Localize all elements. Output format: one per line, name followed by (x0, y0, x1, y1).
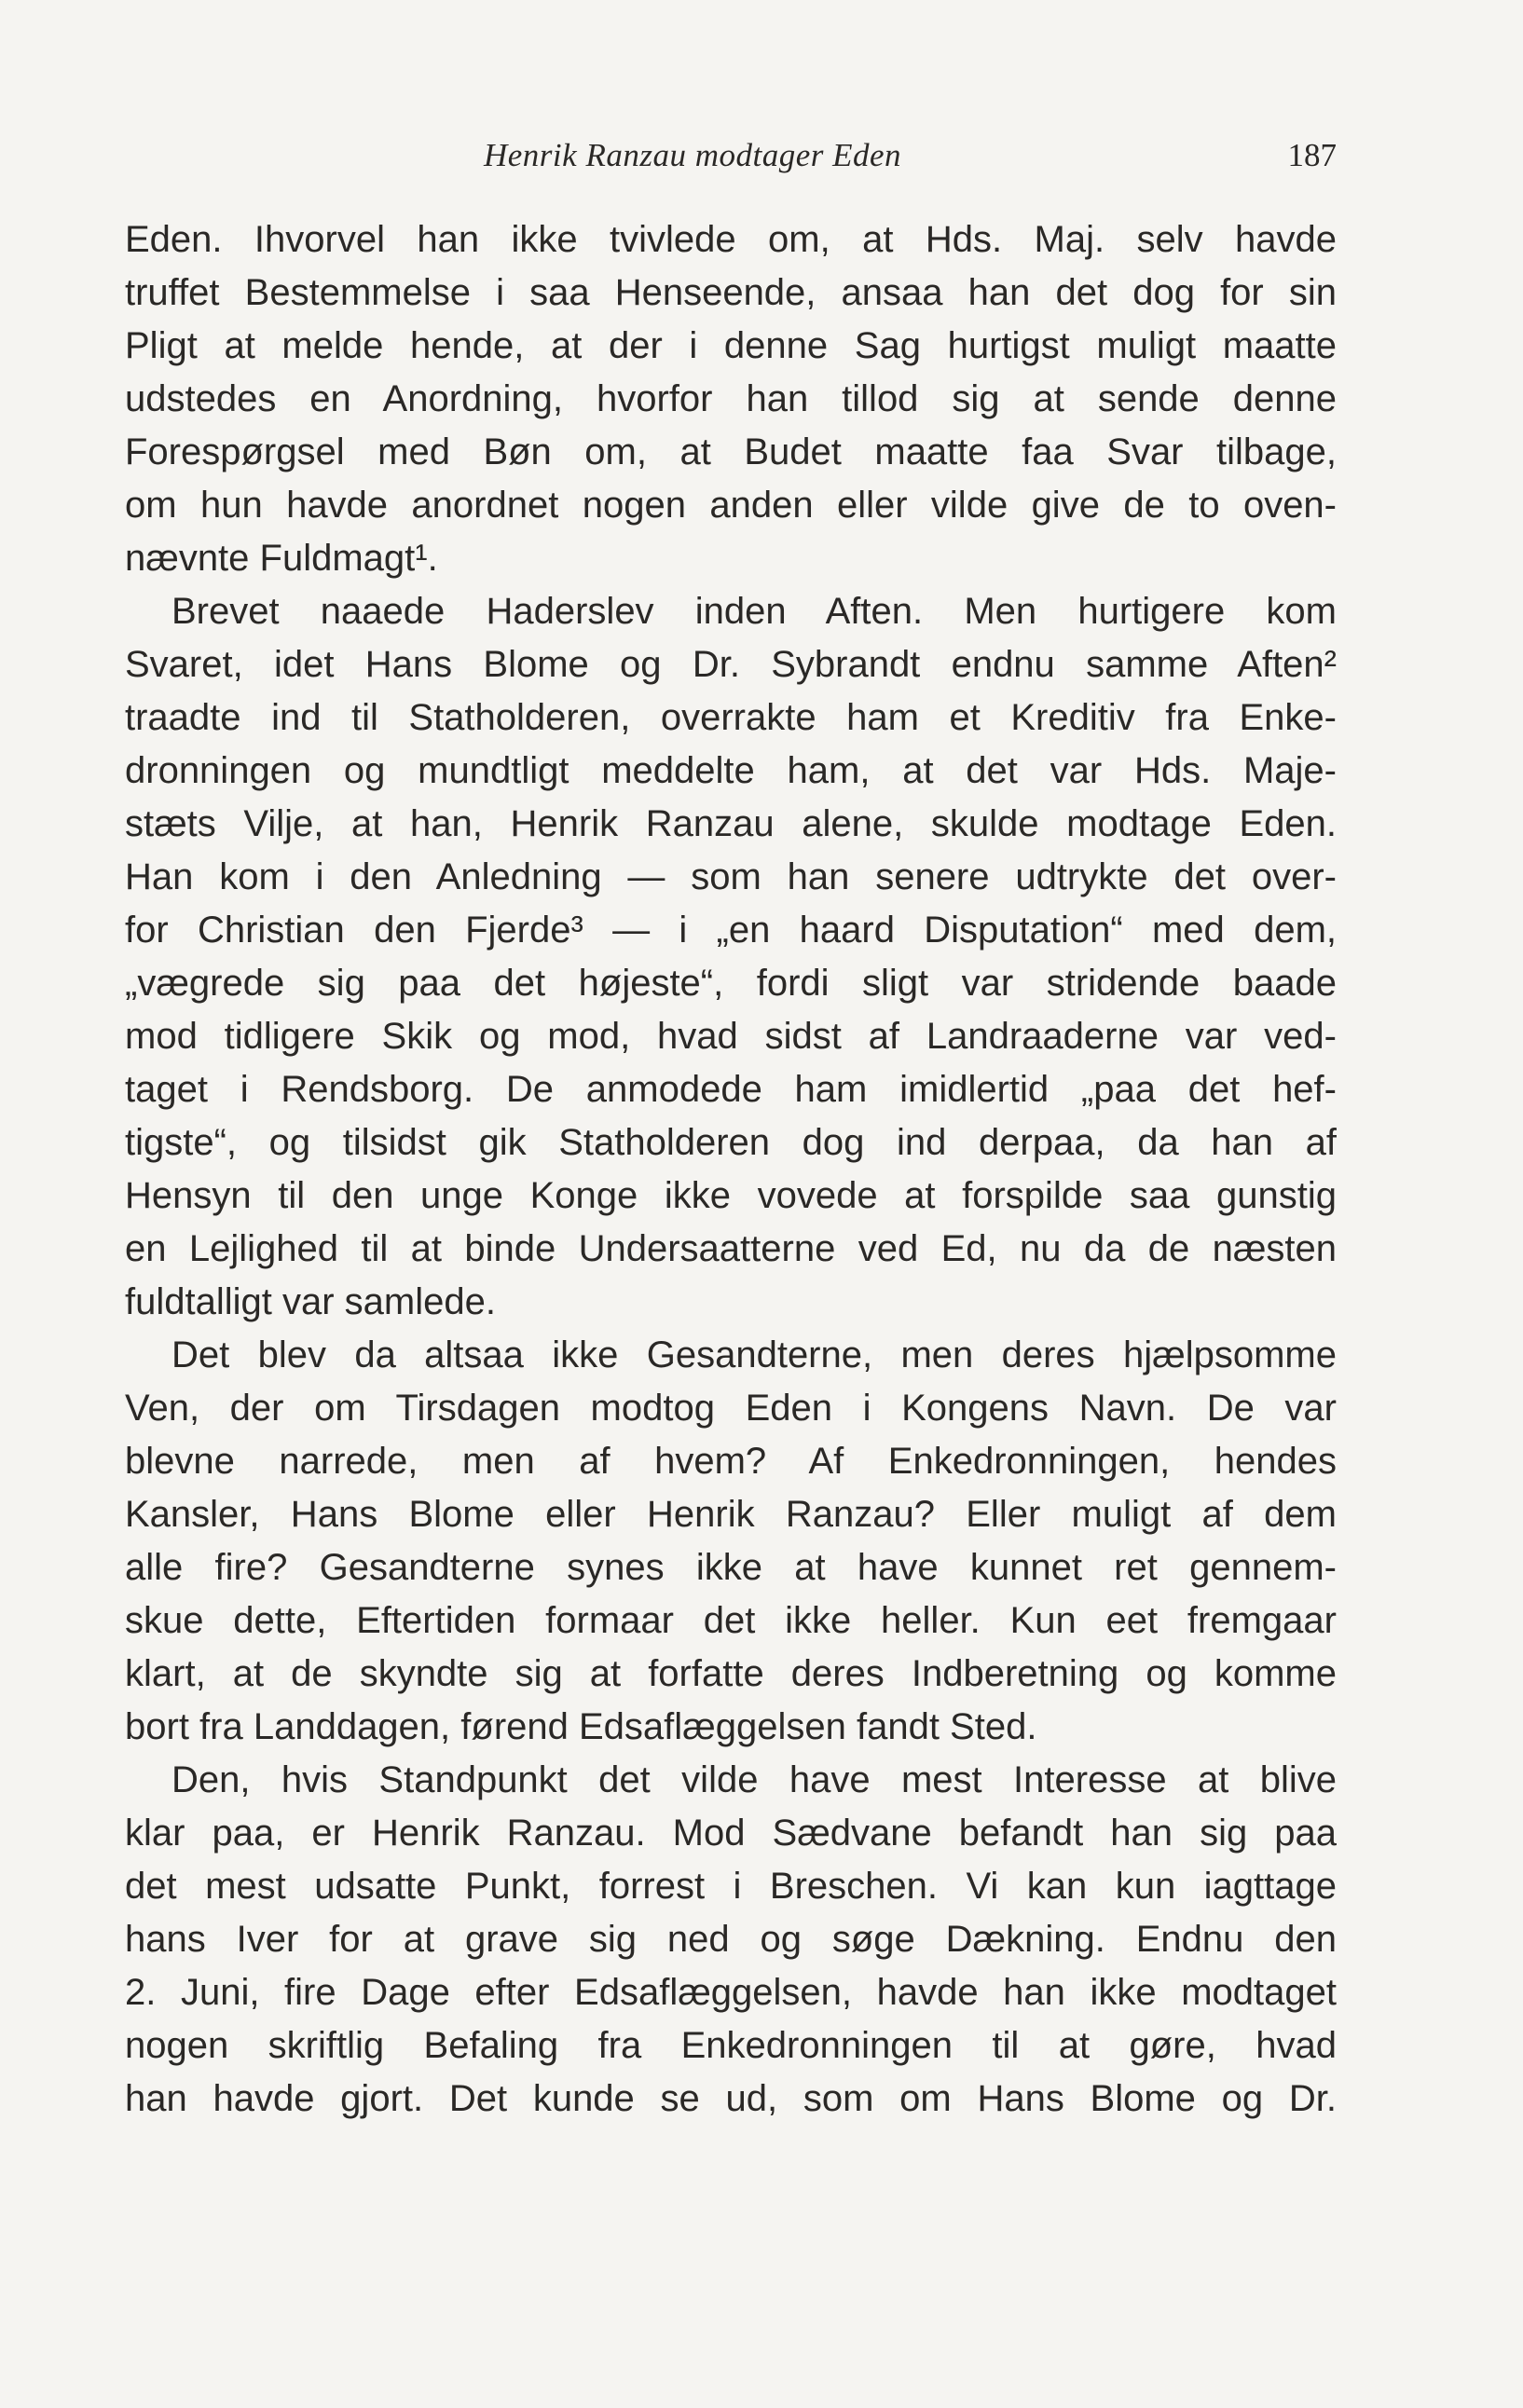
text-line: det mest udsatte Punkt, forrest i Breschen. Vi kan kun iagttage (125, 1866, 1337, 1907)
text-line: Ven, der om Tirsdagen modtog Eden i Kongens Navn. De var (125, 1388, 1337, 1429)
text-line: tigste“, og tilsidst gik Statholderen dog ind derpaa, da han af (125, 1122, 1337, 1163)
page-header (125, 132, 1337, 179)
text-line: hans Iver for at grave sig ned og søge Dækning. Endnu den (125, 1919, 1337, 1960)
text-line: Hensyn til den unge Konge ikke vovede at forspilde saa gunstig (125, 1175, 1337, 1216)
text-line: klar paa, er Henrik Ranzau. Mod Sædvane befandt han sig paa (125, 1813, 1337, 1854)
text-line: dronningen og mundtligt meddelte ham, at det var Hds. Maje- (125, 750, 1337, 791)
text-line: fuldtalligt var samlede. (125, 1281, 496, 1322)
text-line: alle fire? Gesandterne synes ikke at have kunnet ret gennem- (125, 1547, 1337, 1588)
text-line: for Christian den Fjerde³ — i „en haard Disputation“ med dem, (125, 910, 1337, 951)
text-line: blevne narrede, men af hvem? Af Enkedronningen, hendes (125, 1441, 1337, 1482)
text-line: 2. Juni, fire Dage efter Edsaflæggelsen, havde han ikke modtaget (125, 1972, 1337, 2013)
text-line: truffet Bestemmelse i saa Henseende, ansaa han det dog for sin (125, 272, 1337, 313)
text-line: om hun havde anordnet nogen anden eller vilde give de to oven- (125, 485, 1337, 526)
text-line: Eden. Ihvorvel han ikke tvivlede om, at Hds. Maj. selv havde (125, 219, 1337, 260)
text-line: „vægrede sig paa det højeste“, fordi sligt var stridende baade (125, 963, 1337, 1004)
text-line: Kansler, Hans Blome eller Henrik Ranzau? Eller muligt af dem (125, 1494, 1337, 1535)
text-line: skue dette, Eftertiden formaar det ikke heller. Kun eet fremgaar (125, 1600, 1337, 1641)
text-line: Det blev da altsaa ikke Gesandterne, men deres hjælpsomme (172, 1334, 1337, 1375)
body-text (125, 213, 1337, 2126)
text-line: nogen skriftlig Befaling fra Enkedronningen til at gøre, hvad (125, 2025, 1337, 2066)
text-line: traadte ind til Statholderen, overrakte ham et Kreditiv fra Enke- (125, 697, 1337, 738)
text-line: Forespørgsel med Bøn om, at Budet maatte faa Svar tilbage, (125, 431, 1337, 472)
text-line: Svaret, idet Hans Blome og Dr. Sybrandt endnu samme Aften² (125, 644, 1337, 685)
text-line: Han kom i den Anledning — som han senere udtrykte det over- (125, 856, 1337, 897)
text-line: mod tidligere Skik og mod, hvad sidst af Landraaderne var ved- (125, 1016, 1337, 1057)
text-line: stæts Vilje, at han, Henrik Ranzau alene, skulde modtage Eden. (125, 803, 1337, 844)
running-title: Henrik Ranzau modtager Eden (484, 137, 902, 173)
text-line: udstedes en Anordning, hvorfor han tillod sig at sende denne (125, 378, 1337, 419)
text-line: klart, at de skyndte sig at forfatte deres Indberetning og komme (125, 1653, 1337, 1694)
text-line: Brevet naaede Haderslev inden Aften. Men hurtigere kom (172, 591, 1337, 632)
text-line: Den, hvis Standpunkt det vilde have mest Interesse at blive (172, 1759, 1337, 1800)
text-line: han havde gjort. Det kunde se ud, som om Hans Blome og Dr. (125, 2078, 1337, 2119)
text-line: taget i Rendsborg. De anmodede ham imidlertid „paa det hef- (125, 1069, 1337, 1110)
text-line: Pligt at melde hende, at der i denne Sag hurtigst muligt maatte (125, 325, 1337, 366)
text-line: en Lejlighed til at binde Undersaatterne ved Ed, nu da de næsten (125, 1228, 1337, 1269)
text-line: nævnte Fuldmagt¹. (125, 538, 438, 579)
text-line: bort fra Landdagen, førend Edsaflæggelsen fandt Sted. (125, 1706, 1037, 1747)
page-number: 187 (1287, 137, 1337, 173)
